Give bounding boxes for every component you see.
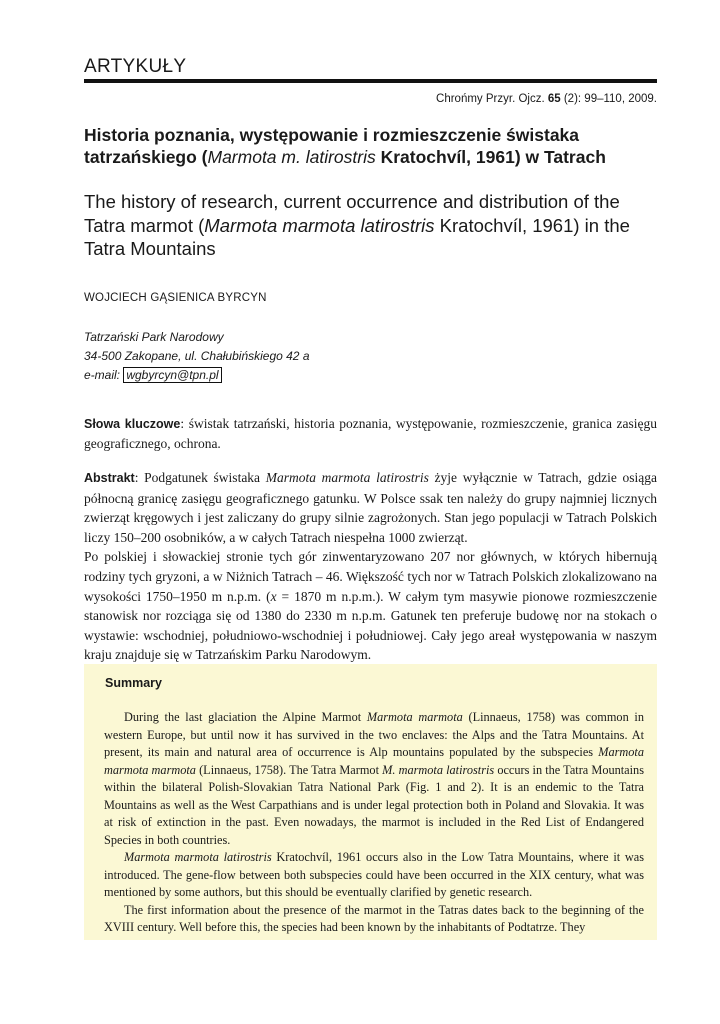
abstract bbox=[84, 468, 657, 665]
keywords-label: Słowa kluczowe bbox=[84, 417, 181, 431]
abstract-paragraph: Abstrakt: Podgatunek świstaka Marmota marmota latirostris żyje wyłącznie w Tatrach, gdzie osiąga północną granicę zasięgu geograficznego gatunku. W Polsce ssak ten należy do grupy najmniej licznych zwierząt kręgowych i jest zaliczany do grupy silnie zagrożonych. Stan jego populacji w Tatrach Polskich liczy 150–200 osobników, a w całych Tatrach niespełna 1000 zwierząt. bbox=[84, 470, 657, 545]
summary-paragraph: The first information about the presence of the marmot in the Tatras dates back to the beginning of the XVIII century. Well before this, the species had been known by the inhabitants of Podtatrze. They bbox=[104, 902, 644, 934]
abstract-label: Abstrakt bbox=[84, 471, 135, 485]
email-link[interactable]: wgbyrcyn@tpn.pl bbox=[123, 367, 221, 383]
keywords: Słowa kluczowe: świstak tatrzański, historia poznania, występowanie, rozmieszczenie, granica zasięgu geograficznego, ochrona. bbox=[84, 416, 658, 451]
title-english: The history of research, current occurrence and distribution of the Tatra marmot (Marmota marmota latirostris Kratochvíl, 1961) in the Tatra Mountains bbox=[84, 191, 630, 259]
address: 34-500 Zakopane, ul. Chałubińskiego 42 a bbox=[84, 349, 310, 363]
summary-title: Summary bbox=[105, 676, 162, 690]
section-heading: ARTYKUŁY bbox=[84, 56, 187, 77]
header-rule bbox=[84, 79, 657, 83]
title-polish: Historia poznania, występowanie i rozmieszczenie świstaka tatrzańskiego (Marmota m. latirostris Kratochvíl, 1961) w Tatrach bbox=[84, 125, 606, 167]
author-name: WOJCIECH GĄSIENICA BYRCYN bbox=[84, 292, 267, 304]
journal-citation: Chrońmy Przyr. Ojcz. 65 (2): 99–110, 2009. bbox=[436, 93, 657, 105]
institution: Tatrzański Park Narodowy bbox=[84, 330, 224, 344]
summary-paragraph: During the last glaciation the Alpine Marmot Marmota marmota (Linnaeus, 1758) was common in western Europe, but until now it has survived in the two enclaves: the Alps and the Tatra Mountains. At present, its main and natural area of occurrence is Alp mountains populated by the subspecies Marmota marmota marmota (Linnaeus, 1758). The Tatra Marmot M. marmota latirostris occurs in the Tatra Mountains within the bilateral Polish-Slovakian Tatra National Park (Fig. 1 and 2). It is an endemic to the Tatra Mountains as well as the West Carpathians and is under legal protection both in Poland and Slovakia. It was at risk of extinction in the past. Even nowadays, the marmot is included in the Red List of Endangered Species in both countries. bbox=[104, 710, 644, 847]
summary-box bbox=[84, 664, 657, 940]
summary-text bbox=[104, 709, 644, 937]
affiliation bbox=[84, 328, 310, 385]
email-line: e-mail: wgbyrcyn@tpn.pl bbox=[84, 366, 310, 385]
abstract-paragraph: Po polskiej i słowackiej stronie tych gór zinwentaryzowano 207 nor głównych, w których hibernują rodziny tych gryzoni, a w Niżnich Tatrach – 46. Większość tych nor w Tatrach Polskich zlokalizowano na wysokości 1750–1950 m n.p.m. (x = 1870 m n.p.m.). W całym tym masywie pionowe rozmieszczenie stanowisk nor rozciąga się od 1380 do 2330 m n.p.m. Gatunek ten preferuje budowę nor na stokach o wystawie: wschodniej, południowo-wschodniej i południowej. Cały jego areał występowania w naszym kraju znajduje się w Tatrzańskim Parku Narodowym. bbox=[84, 549, 658, 663]
summary-paragraph: Marmota marmota latirostris Kratochvíl, 1961 occurs also in the Low Tatra Mountains, where it was introduced. The gene-flow between both subspecies could have been occurred in the XIX century, what was mentioned by some authors, but this should be eventually clarified by genetic research. bbox=[104, 850, 644, 899]
